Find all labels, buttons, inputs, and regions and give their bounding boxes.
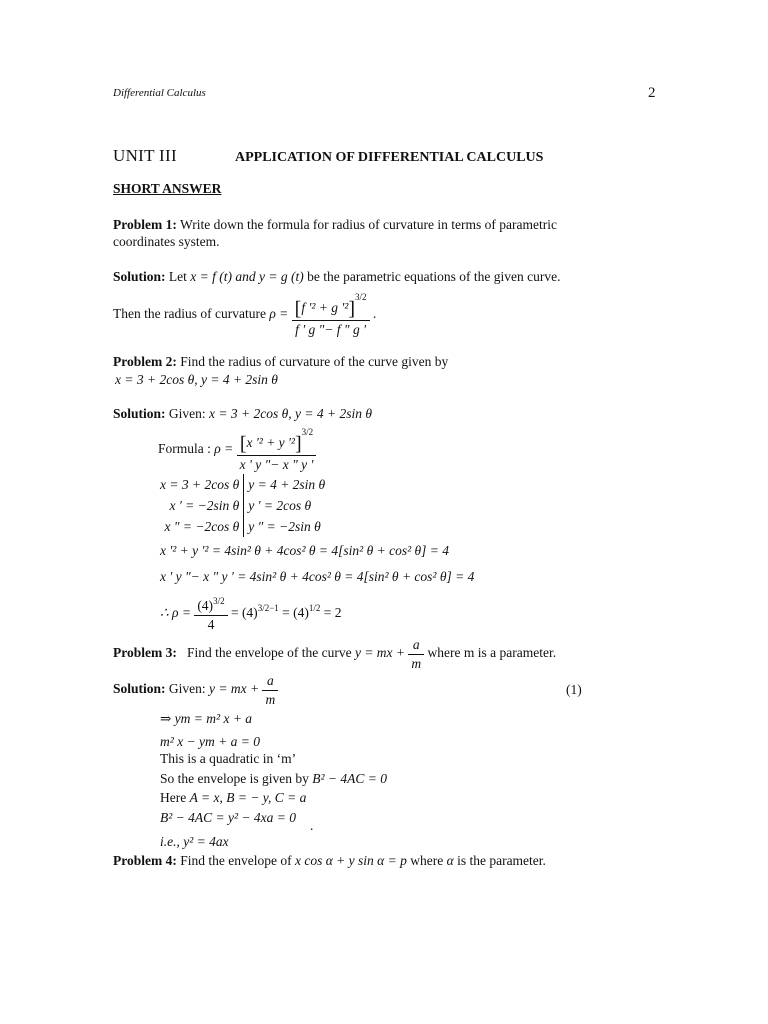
therefore-rho: ∴ ρ = <box>160 605 191 621</box>
table-cell: x = 3 + 2cos θ <box>156 474 244 495</box>
rho-symbol: ρ = <box>214 440 234 456</box>
table-cell: y ' = 2cos θ <box>248 498 312 513</box>
table-row <box>156 516 329 537</box>
step-1: ⇒ ym = m² x + a <box>160 711 253 726</box>
derivative-table <box>156 474 329 537</box>
formula-label: Formula : <box>158 440 211 456</box>
problem-4-label: Problem 4: <box>113 853 177 868</box>
fraction-numerator: $(4)^{3/2}$ <box>194 596 227 616</box>
step-5: Here A = x, B = − y, C = a <box>160 790 307 805</box>
step-2: m² x − ym + a = 0 <box>160 734 260 749</box>
problem-1-text-cont: coordinates system. <box>113 234 220 249</box>
result-line <box>160 596 342 632</box>
step-3: This is a quadratic in ‘m’ <box>160 751 297 766</box>
solution-2-given-eq: x = 3 + 2cos θ, y = 4 + 2sin θ <box>209 406 372 421</box>
a-over-m-fraction <box>408 637 424 671</box>
problem-4-statement <box>113 853 546 869</box>
formula-end: . <box>372 305 377 321</box>
problem-2-formula <box>158 427 316 473</box>
radius-text: Then the radius of curvature <box>113 305 266 321</box>
step-6-dot: . <box>310 818 314 833</box>
solution-3-given: Given: <box>168 681 206 697</box>
problem-1-text: Write down the formula for radius of curvature in terms of parametric <box>180 217 557 232</box>
problem-3-statement <box>113 637 556 671</box>
step-4: So the envelope is given by B² − 4AC = 0 <box>160 771 387 786</box>
result-end: = $(4)^{1/2}$ <box>282 603 321 621</box>
solution-1-label: Solution: <box>113 269 166 284</box>
table-row <box>156 474 329 495</box>
rho-symbol: ρ = <box>269 305 289 321</box>
table-cell: x " = −2cos θ <box>156 516 244 537</box>
radius-fraction <box>237 427 317 473</box>
problem-4-post: is the parameter. <box>457 853 546 868</box>
result-fraction <box>194 596 227 632</box>
problem-1-formula <box>113 292 376 338</box>
solution-1-pre: Let <box>168 269 187 284</box>
unit-title: APPLICATION OF DIFFERENTIAL CALCULUS <box>235 150 544 165</box>
a-over-m-fraction <box>262 673 278 707</box>
solution-2-given: Given: <box>168 406 206 421</box>
fraction-numerator: [f '² + g '²]$^{3/2}$ <box>292 292 370 321</box>
problem-3-text-post: where m is a parameter. <box>427 645 557 661</box>
step-6: B² − 4AC = y² − 4xa = 0 <box>160 810 297 825</box>
problem-3-text: Find the envelope of the curve <box>187 645 352 661</box>
solution-3-eq: y = mx + <box>209 681 260 697</box>
table-row <box>156 495 329 516</box>
solution-3-label: Solution: <box>113 681 166 697</box>
solution-1-x-eq: x = f (t) <box>190 269 233 284</box>
problem-1-statement <box>113 217 557 233</box>
step-7: i.e., y² = 4ax <box>160 834 229 849</box>
fraction-denominator: m <box>265 691 276 707</box>
table-cell: y " = −2sin θ <box>248 519 321 534</box>
problem-1-solution <box>113 269 561 285</box>
derivation-line-2: x ' y "− x " y ' = 4sin² θ + 4cos² θ = 4[sin² θ + cos² θ] = 4 <box>160 569 475 584</box>
page-number: 2 <box>648 85 656 101</box>
table-cell: x ' = −2sin θ <box>156 495 244 516</box>
fraction-numerator: a <box>408 637 424 655</box>
derivation-line-1: x '² + y '² = 4sin² θ + 4cos² θ = 4[sin² θ + cos² θ] = 4 <box>160 543 449 558</box>
running-header: Differential Calculus <box>113 87 206 99</box>
section-title: SHORT ANSWER <box>113 181 222 196</box>
result-mid: = $(4)^{3/2-1}$ <box>230 603 279 621</box>
problem-4-eq: x cos α + y sin α = p <box>294 853 407 868</box>
problem-3-eq: y = mx + <box>354 645 406 661</box>
fraction-denominator: 4 <box>207 616 215 632</box>
fraction-denominator: x ' y "− x " y ' <box>239 457 314 472</box>
problem-1-label: Problem 1: <box>113 217 177 232</box>
problem-4-text: Find the envelope of <box>180 853 292 868</box>
problem-3-solution <box>113 673 278 707</box>
fraction-numerator: [x '² + y '²]$^{3/2}$ <box>237 427 317 456</box>
alpha-symbol: α <box>446 853 454 868</box>
problem-2-text: Find the radius of curvature of the curve given by <box>180 354 449 369</box>
radius-fraction <box>292 292 370 338</box>
fraction-denominator: m <box>411 655 422 671</box>
fraction-numerator: a <box>262 673 278 691</box>
fraction-denominator: f ' g "− f " g ' <box>295 322 366 337</box>
solution-2-label: Solution: <box>113 406 166 421</box>
problem-2-label: Problem 2: <box>113 354 177 369</box>
unit-label: UNIT III <box>113 146 177 165</box>
problem-2-equation: x = 3 + 2cos θ, y = 4 + 2sin θ <box>115 372 278 387</box>
table-cell: y = 4 + 2sin θ <box>248 477 326 492</box>
equation-number: (1) <box>566 682 582 697</box>
problem-4-mid: where <box>410 853 444 868</box>
result-final: = 2 <box>323 605 342 621</box>
solution-1-and: and <box>235 269 256 284</box>
problem-2-solution <box>113 406 372 422</box>
derivative-table-wrap <box>156 474 329 537</box>
solution-1-post: be the parametric equations of the given curve. <box>307 269 561 284</box>
problem-3-label: Problem 3: <box>113 645 177 661</box>
problem-2-statement <box>113 354 448 370</box>
solution-1-y-eq: y = g (t) <box>259 269 304 284</box>
